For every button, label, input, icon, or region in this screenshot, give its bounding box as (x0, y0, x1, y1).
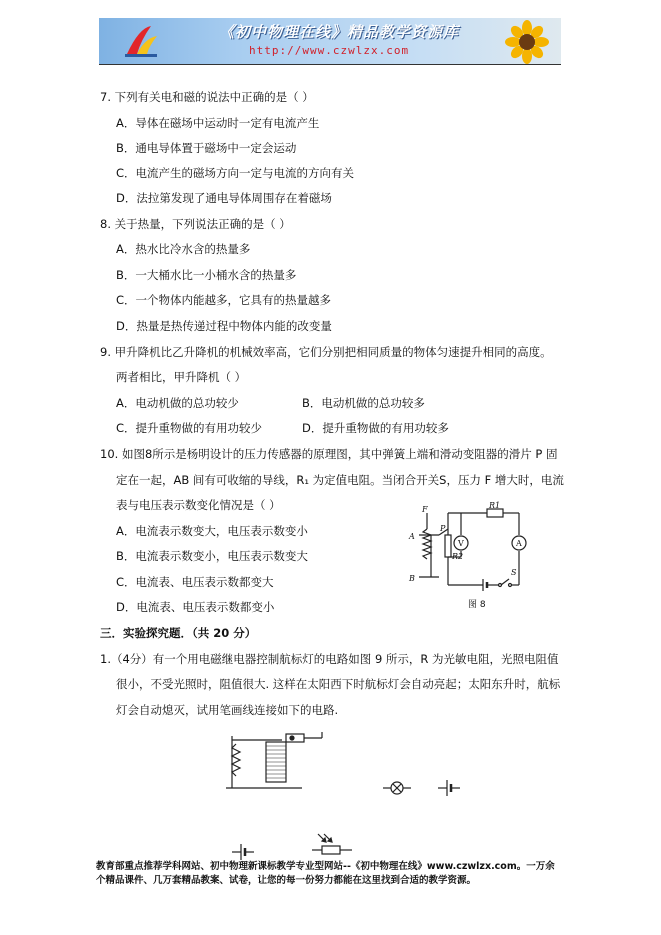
q8-option-c: C．一个物体内能越多，它具有的热量越多 (116, 293, 332, 307)
fig8-label-b: B (409, 574, 415, 583)
sunflower-icon (499, 20, 555, 64)
q10-option-b: B．电流表示数变小，电压表示数变大 (116, 549, 308, 563)
header-banner (99, 18, 561, 64)
figure-8-circuit (405, 501, 540, 587)
fig8-label-r2: R2 (452, 552, 464, 561)
fig8-label-p: P (440, 524, 446, 533)
battery-icon-right (438, 778, 462, 798)
section3-q1-line3: 灯会自动熄灭，试用笔画线连接如下的电路. (116, 703, 339, 717)
section3-heading: 三．实验探究题．（共 20 分） (100, 626, 257, 640)
q10-option-c: C．电流表、电压表示数都变大 (116, 575, 274, 589)
q7-option-c: C．电流产生的磁场方向一定与电流的方向有关 (116, 166, 355, 180)
banner-url[interactable]: http://www.czwlzx.com (249, 44, 410, 57)
q8-option-a: A．热水比冷水含的热量多 (116, 242, 251, 256)
q7-stem: 7. 下列有关电和磁的说法中正确的是（ ） (100, 90, 314, 104)
footer-line1: 教育部重点推荐学科网站、初中物理新课标教学专业型网站--《初中物理在线》www.czwlzx.com。一万余 (96, 861, 555, 872)
fig8-label-r1: R1 (489, 501, 501, 510)
q9-option-d: D．提升重物做的有用功较多 (302, 421, 449, 435)
q10-stem-line1: 10. 如图8所示是杨明设计的压力传感器的原理图，其中弹簧上端和滑动变阻器的滑片 P 固 (100, 447, 558, 461)
battery-icon-bottom (232, 842, 256, 862)
q9-stem-line1: 9. 甲升降机比乙升降机的机械效率高，它们分别把相同质量的物体匀速提升相同的高度。 (100, 345, 552, 359)
q7-option-d: D．法拉第发现了通电导体周围存在着磁场 (116, 191, 332, 205)
section3-q1-line1: 1.（4分）有一个用电磁继电器控制航标灯的电路如图 9 所示，R 为光敏电阻，光照电阻值 (100, 652, 559, 666)
q8-option-d: D．热量是热传递过程中物体内能的改变量 (116, 319, 332, 333)
q10-stem-line2: 定在一起，AB 间有可收缩的导线，R₁ 为定值电阻。当闭合开关S，压力 F 增大时，电流 (116, 473, 564, 487)
q9-stem-line2: 两者相比，甲升降机（ ） (116, 370, 247, 384)
q9-option-a: A．电动机做的总功较少 (116, 396, 239, 410)
q10-stem-line3: 表与电压表示数变化情况是（ ） (116, 498, 281, 512)
banner-title: 《初中物理在线》精品教学资源库 (219, 23, 460, 41)
header-divider (99, 64, 561, 65)
figure-8-caption: 图 8 (468, 600, 486, 610)
fig8-label-f: F (422, 505, 428, 514)
q7-option-a: A．导体在磁场中运动时一定有电流产生 (116, 116, 320, 130)
fig8-label-s: S (511, 568, 517, 577)
relay-diagram (222, 730, 332, 790)
q10-option-a: A．电流表示数变大，电压表示数变小 (116, 524, 308, 538)
q7-option-b: B．通电导体置于磁场中一定会运动 (116, 141, 297, 155)
footer-line2: 个精品课件、几万套精品教案、试卷，让您的每一份努力都能在这里找到合适的教学资源。 (96, 875, 477, 886)
fig8-ammeter-label: A (516, 539, 522, 548)
logo-icon (121, 22, 161, 62)
lamp-icon (383, 778, 413, 798)
fig8-label-a: A (409, 532, 415, 541)
q10-option-d: D．电流表、电压表示数都变小 (116, 600, 275, 614)
photoresistor-icon (312, 832, 354, 856)
q8-stem: 8. 关于热量，下列说法正确的是（ ） (100, 217, 291, 231)
fig8-voltmeter-label: V (458, 539, 464, 548)
q9-option-b: B．电动机做的总功较多 (302, 396, 425, 410)
section3-q1-line2: 很小，不受光照时，阻值很大. 这样在太阳西下时航标灯会自动亮起；太阳东升时，航标 (116, 677, 561, 691)
q8-option-b: B．一大桶水比一小桶水含的热量多 (116, 268, 297, 282)
q9-option-c: C．提升重物做的有用功较少 (116, 421, 263, 435)
